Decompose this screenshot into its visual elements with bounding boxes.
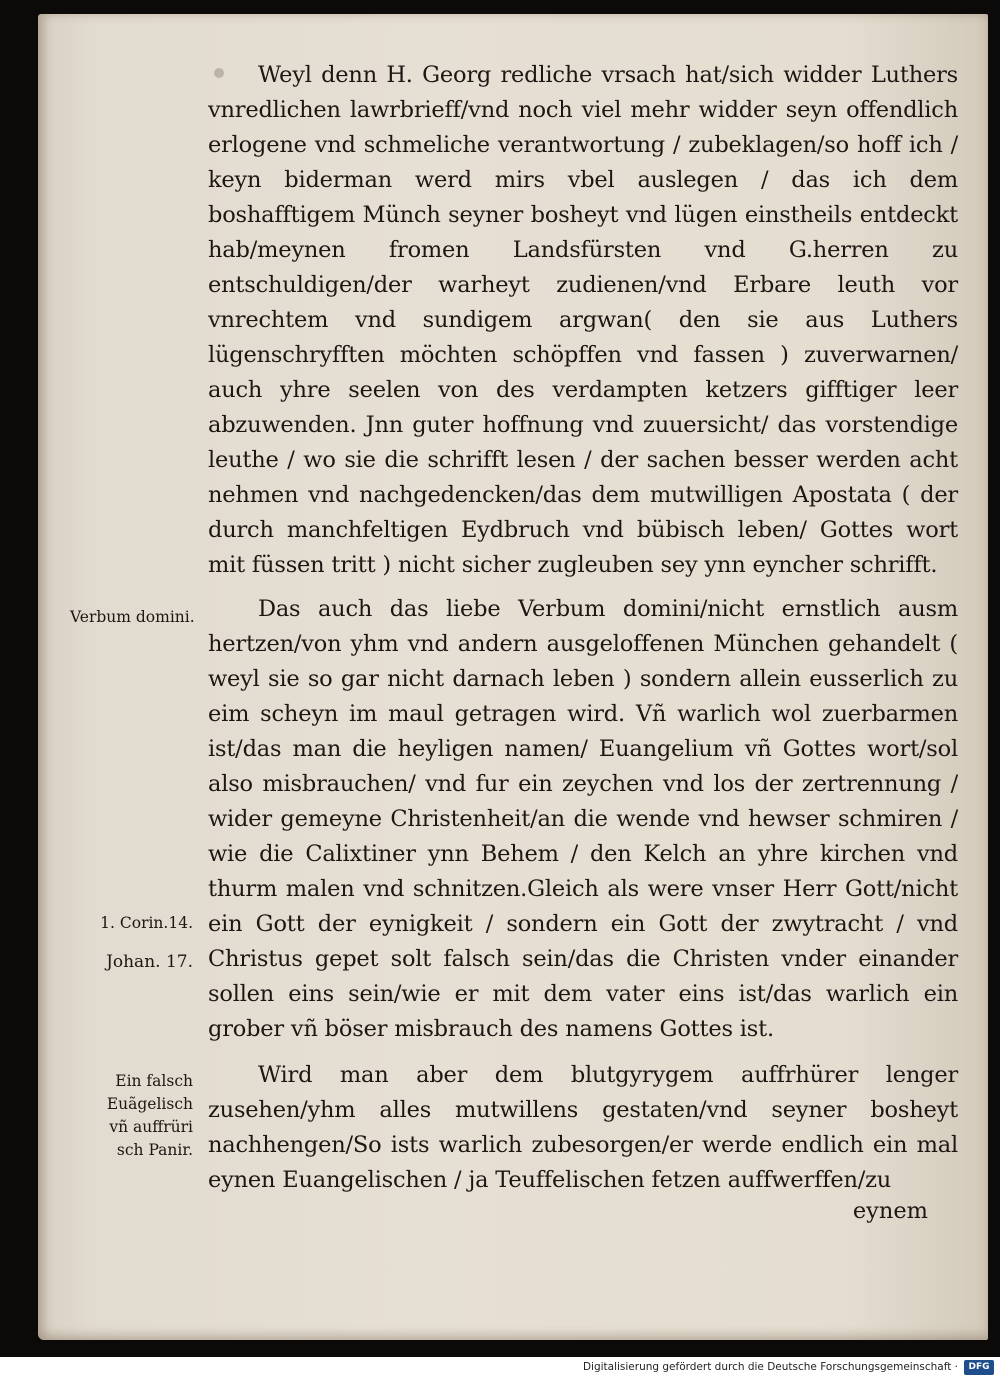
funding-credit: Digitalisierung gefördert durch die Deutsche Forschungsgemeinschaft ·: [582, 1361, 958, 1373]
paragraph-2: Das auch das liebe Verbum domini/nicht ernstlich ausm hertzen/von yhm vnd andern ausgeloffenen München gehandelt ( weyl sie so gar nicht darnach leben ) sondern allein eusserlich zu eim scheyn im maul getragen wird. Vñ warlich wol zuerbarmen ist/das man die heyligen namen/ Euangelium vñ Gottes wort/sol also misbrauchen/ vnd fur ein zeychen vnd los der zertrennung / wider gemeyne Christenheit/an die wende vnd hewser schmiren / wie die Calixtiner ynn Behem / den Kelch an yhre kirchen vnd thurm malen vnd schnitzen.Gleich als were vnser Herr Gott/nicht ein Gott der eynigkeit / sondern ein Gott der zwytracht / vnd Christus gepet solt falsch sein/das die Christen vnder einander sollen eins sein/wie er mit dem vater eins ist/das warlich ein grober vñ böser misbrauch des namens Gottes ist.: [208, 596, 958, 1042]
margin-note-verbum-domini: Verbum domini.: [70, 608, 195, 626]
margin-note-banner: Ein falsch Euãgelisch vñ auffrüri sch Panir.: [106, 1072, 193, 1159]
paragraph-1: Weyl denn H. Georg redliche vrsach hat/sich widder Luthers vnredlichen lawrbrieff/vnd noch viel mehr widder seyn offendlich erlogene vnd schmeliche verantwortung / zubeklagen/so hoff ich / keyn biderman werd mirs vbel auslegen / das ich dem boshafftigem Münch seyner bosheyt vnd lügen einstheils entdeckt hab/meynen fromen Landsfürsten vnd G.herren zu entschuldigen/der warheyt zudienen/vnd Erbare leuth vor vnrechtem vnd sundigem argwan( den sie aus Luthers lügenschryfften möchten schöpffen vnd fassen ) zuverwarnen/ auch yhre seelen von des verdampten ketzers gifftiger leer abzuwenden. Jnn guter hoffnung vnd zuuersicht/ das vorstendige leuthe / wo sie die schrifft lesen / der sachen besser werden acht nehmen vnd nachgedencken/das dem mutwilligen Apostata ( der durch manchfeltigen Eydbruch vnd bübisch leben/ Gottes wort mit füssen tritt ) nicht sicher zugleuben sey ynn eyncher schrifft.: [208, 62, 958, 578]
margin-note-corinthians: 1. Corin.14.: [100, 914, 193, 932]
dfg-logo-icon: DFG: [964, 1360, 994, 1375]
paragraph-3: Wird man aber dem blutgyrygem auffrhürer lenger zusehen/yhm alles mutwillens gestaten/vnd seyner bosheyt nachhengen/So ists warlich zubesorgen/er werde endlich ein mal eynen Euangelischen / ja Teuffelischen fetzen auffwerffen/zu: [208, 1062, 958, 1193]
book-page: [38, 14, 988, 1340]
catchword: eynem: [852, 1198, 928, 1224]
footer-bar: [0, 1357, 1000, 1379]
margin-note-john: Johan. 17.: [106, 952, 193, 972]
